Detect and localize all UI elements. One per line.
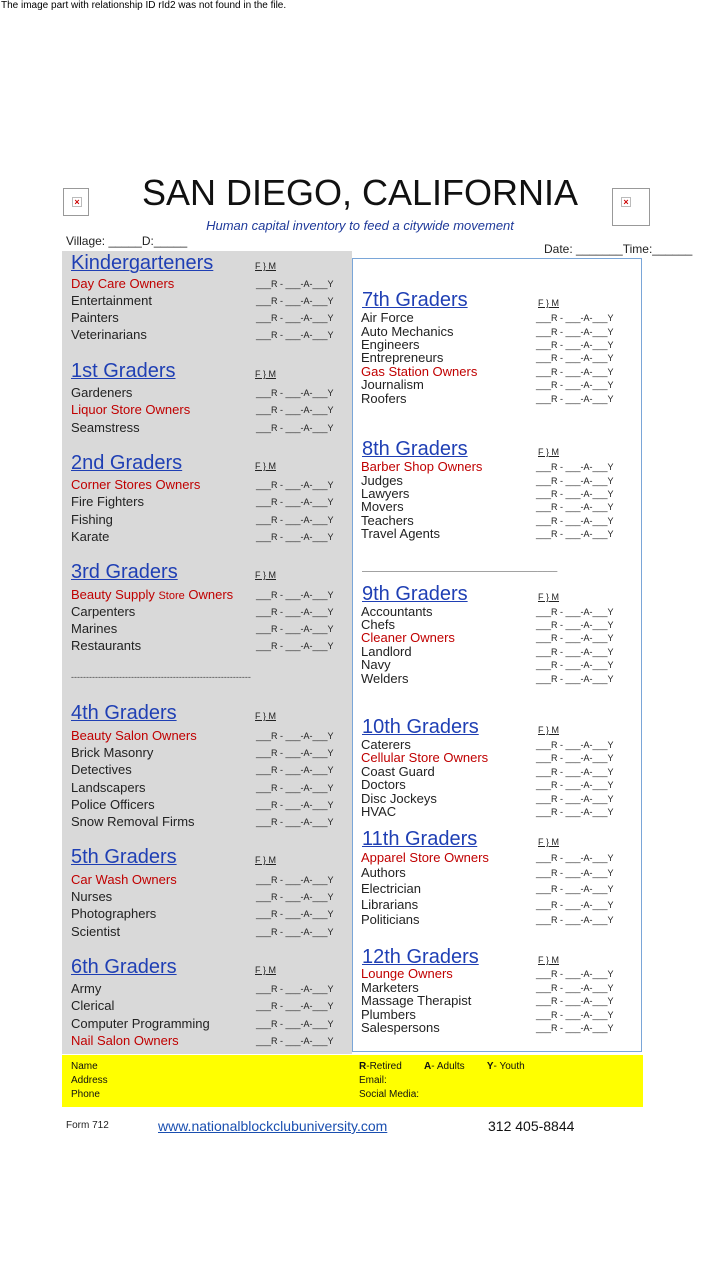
right-rating-blank: ___R - ___-A-___Y [536, 340, 614, 350]
right-rating-blank: ___R - ___-A-___Y [536, 740, 614, 750]
left-occupation-item: Painters [71, 310, 119, 325]
email-label: Email: [359, 1075, 387, 1086]
left-rating-blank: ___R - ___-A-___Y [256, 927, 334, 937]
right-rating-blank: ___R - ___-A-___Y [536, 794, 614, 804]
left-section-title: 3rd Graders [71, 561, 178, 583]
right-occupation-item: Cellular Store Owners [361, 750, 489, 765]
left-section-title: Kindergarteners [71, 252, 214, 274]
legend-r-text: -Retired [366, 1061, 402, 1072]
right-rating-blank: ___R - ___-A-___Y [536, 996, 614, 1006]
left-occupation-item: Brick Masonry [71, 745, 154, 760]
right-rating-blank: ___R - ___-A-___Y [536, 868, 614, 878]
left-rating-blank: ___R - ___-A-___Y [256, 1001, 334, 1011]
left-section-title: 6th Graders [71, 956, 177, 978]
left-section-title: 4th Graders [71, 702, 177, 724]
legend-y-text: - Youth [493, 1061, 525, 1072]
left-divider: ------------------------------------------------------------ [71, 672, 251, 682]
right-occupation-item: Travel Agents [361, 526, 441, 541]
right-occupation-item: Politicians [361, 912, 420, 927]
left-rating-blank: ___R - ___-A-___Y [256, 817, 334, 827]
right-rating-blank: ___R - ___-A-___Y [536, 607, 614, 617]
broken-image-icon-right: × [612, 188, 650, 226]
left-occupation-item: Karate [71, 529, 110, 544]
left-rating-blank: ___R - ___-A-___Y [256, 783, 334, 793]
occupation-text-rest: Owners [188, 587, 234, 602]
right-rating-blank: ___R - ___-A-___Y [536, 1010, 614, 1020]
right-occupation-item: Massage Therapist [361, 993, 472, 1008]
left-rating-blank: ___R - ___-A-___Y [256, 892, 334, 902]
right-rating-blank: ___R - ___-A-___Y [536, 462, 614, 472]
left-rating-blank: ___R - ___-A-___Y [256, 731, 334, 741]
right-section-title: 12th Graders [362, 946, 479, 968]
right-section-title: 8th Graders [362, 438, 468, 460]
right-rating-blank: ___R - ___-A-___Y [536, 313, 614, 323]
left-rating-blank: ___R - ___-A-___Y [256, 313, 334, 323]
right-rating-blank: ___R - ___-A-___Y [536, 476, 614, 486]
left-occupation-item: Scientist [71, 924, 121, 939]
right-occupation-item: Judges [361, 473, 403, 488]
left-occupation-item: Fire Fighters [71, 494, 144, 509]
page-title: SAN DIEGO, CALIFORNIA [141, 172, 579, 213]
legend-a-key: A [424, 1061, 432, 1072]
right-occupation-item: Teachers [361, 513, 414, 528]
right-rating-blank: ___R - ___-A-___Y [536, 502, 614, 512]
right-occupation-item: Accountants [361, 604, 433, 619]
right-rating-blank: ___R - ___-A-___Y [536, 983, 614, 993]
left-occupation-item: Landscapers [71, 780, 146, 795]
left-occupation-item: Corner Stores Owners [71, 477, 201, 492]
left-occupation-item: Clerical [71, 998, 115, 1013]
left-rating-blank: ___R - ___-A-___Y [256, 423, 334, 433]
left-occupation-item: Marines [71, 621, 118, 636]
occupation-text: Beauty Supply [71, 587, 155, 602]
right-fm-header: F } M [538, 592, 560, 602]
right-rating-blank: ___R - ___-A-___Y [536, 753, 614, 763]
right-section-title: 7th Graders [362, 289, 468, 311]
right-rating-blank: ___R - ___-A-___Y [536, 380, 614, 390]
legend [359, 1061, 525, 1072]
right-rating-blank: ___R - ___-A-___Y [536, 915, 614, 925]
left-occupation-item: Liquor Store Owners [71, 402, 191, 417]
right-rating-blank: ___R - ___-A-___Y [536, 969, 614, 979]
left-occupation-item: Restaurants [71, 638, 142, 653]
broken-image-note: The image part with relationship ID rId2 was not found in the file. [1, 0, 287, 11]
left-rating-blank: ___R - ___-A-___Y [256, 532, 334, 542]
right-occupation-item: Auto Mechanics [361, 324, 454, 339]
right-rating-blank: ___R - ___-A-___Y [536, 1023, 614, 1033]
right-occupation-item: Doctors [361, 777, 406, 792]
left-occupation-item: Computer Programming [71, 1016, 210, 1031]
left-section-title: 5th Graders [71, 846, 177, 868]
left-rating-blank: ___R - ___-A-___Y [256, 909, 334, 919]
right-occupation-item: Journalism [361, 377, 424, 392]
left-rating-blank: ___R - ___-A-___Y [256, 624, 334, 634]
left-occupation-item: Detectives [71, 762, 132, 777]
left-rating-blank: ___R - ___-A-___Y [256, 984, 334, 994]
right-rating-blank: ___R - ___-A-___Y [536, 394, 614, 404]
left-rating-blank: ___R - ___-A-___Y [256, 1036, 334, 1046]
left-occupation-item: Entertainment [71, 293, 152, 308]
left-rating-blank: ___R - ___-A-___Y [256, 480, 334, 490]
village-field: Village: _____D:_____ [66, 234, 188, 248]
date-time-field: Date: _______Time:______ [544, 242, 693, 256]
left-occupation-item: Carpenters [71, 604, 136, 619]
right-occupation-item: HVAC [361, 804, 397, 819]
right-occupation-item: Marketers [361, 980, 419, 995]
right-fm-header: F } M [538, 725, 560, 735]
right-rating-blank: ___R - ___-A-___Y [536, 353, 614, 363]
left-rating-blank: ___R - ___-A-___Y [256, 765, 334, 775]
left-section-title: 2nd Graders [71, 452, 183, 474]
left-occupation-item: Seamstress [71, 420, 140, 435]
right-occupation-item: Electrician [361, 881, 421, 896]
right-occupation-item: Chefs [361, 617, 395, 632]
right-fm-header: F } M [538, 837, 560, 847]
right-occupation-item: Lawyers [361, 486, 410, 501]
left-occupation-item: Nail Salon Owners [71, 1033, 179, 1048]
left-fm-header: F } M [255, 855, 277, 865]
left-rating-blank: ___R - ___-A-___Y [256, 875, 334, 885]
phone-number: 312 405-8844 [488, 1118, 575, 1134]
right-occupation-item: Air Force [361, 310, 414, 325]
left-rating-blank: ___R - ___-A-___Y [256, 296, 334, 306]
right-occupation-item: Disc Jockeys [361, 791, 437, 806]
right-occupation-item: Salespersons [361, 1020, 440, 1035]
social-media-label: Social Media: [359, 1089, 420, 1100]
right-occupation-item: Welders [361, 671, 409, 686]
right-section-title: 10th Graders [362, 716, 479, 738]
left-occupation-item: Fishing [71, 512, 113, 527]
right-fm-header: F } M [538, 298, 560, 308]
left-occupation-item: Beauty Salon Owners [71, 728, 197, 743]
right-rating-blank: ___R - ___-A-___Y [536, 807, 614, 817]
address-label: Address [71, 1075, 108, 1086]
right-fm-header: F } M [538, 955, 560, 965]
left-rating-blank: ___R - ___-A-___Y [256, 607, 334, 617]
left-rating-blank: ___R - ___-A-___Y [256, 330, 334, 340]
left-rating-blank: ___R - ___-A-___Y [256, 515, 334, 525]
right-occupation-item: Entrepreneurs [361, 350, 444, 365]
right-rating-blank: ___R - ___-A-___Y [536, 647, 614, 657]
right-rating-blank: ___R - ___-A-___Y [536, 516, 614, 526]
broken-image-icon-left: × [63, 188, 89, 216]
left-occupation-item: Day Care Owners [71, 276, 175, 291]
occupation-text-small: Store [158, 590, 185, 602]
right-divider: _______________________________________ [362, 562, 558, 572]
right-rating-blank: ___R - ___-A-___Y [536, 367, 614, 377]
right-rating-blank: ___R - ___-A-___Y [536, 660, 614, 670]
legend-a-text: - Adults [431, 1061, 465, 1072]
right-occupation-item: Librarians [361, 897, 419, 912]
left-section-title: 1st Graders [71, 360, 176, 382]
left-rating-blank: ___R - ___-A-___Y [256, 1019, 334, 1029]
left-occupation-item: Army [71, 981, 102, 996]
left-rating-blank: ___R - ___-A-___Y [256, 497, 334, 507]
right-occupation-item: Apparel Store Owners [361, 850, 489, 865]
right-occupation-item: Caterers [361, 737, 411, 752]
left-rating-blank: ___R - ___-A-___Y [256, 279, 334, 289]
right-rating-blank: ___R - ___-A-___Y [536, 767, 614, 777]
right-occupation-item: Navy [361, 657, 391, 672]
left-rating-blank: ___R - ___-A-___Y [256, 405, 334, 415]
left-occupation-item: Snow Removal Firms [71, 814, 195, 829]
right-rating-blank: ___R - ___-A-___Y [536, 620, 614, 630]
left-rating-blank: ___R - ___-A-___Y [256, 388, 334, 398]
left-rating-blank: ___R - ___-A-___Y [256, 590, 334, 600]
right-rating-blank: ___R - ___-A-___Y [536, 900, 614, 910]
left-rating-blank: ___R - ___-A-___Y [256, 641, 334, 651]
right-occupation-item: Cleaner Owners [361, 630, 455, 645]
right-occupation-item: Roofers [361, 391, 407, 406]
right-rating-blank: ___R - ___-A-___Y [536, 780, 614, 790]
right-rating-blank: ___R - ___-A-___Y [536, 853, 614, 863]
left-rating-blank: ___R - ___-A-___Y [256, 748, 334, 758]
left-fm-header: F } M [255, 965, 277, 975]
right-occupation-item: Coast Guard [361, 764, 435, 779]
left-fm-header: F } M [255, 570, 277, 580]
right-rating-blank: ___R - ___-A-___Y [536, 674, 614, 684]
right-fm-header: F } M [538, 447, 560, 457]
right-rating-blank: ___R - ___-A-___Y [536, 633, 614, 643]
right-occupation-item: Movers [361, 499, 404, 514]
right-occupation-item: Authors [361, 865, 406, 880]
right-occupation-item: Landlord [361, 644, 412, 659]
left-occupation-item: Photographers [71, 906, 157, 921]
left-fm-header: F } M [255, 369, 277, 379]
name-label: Name [71, 1061, 98, 1072]
legend-y-key: Y [486, 1061, 494, 1072]
left-rating-blank: ___R - ___-A-___Y [256, 800, 334, 810]
page-subtitle: Human capital inventory to feed a citywide movement [206, 218, 514, 233]
right-occupation-item: Lounge Owners [361, 966, 453, 981]
right-occupation-item: Engineers [361, 337, 420, 352]
right-section-title: 9th Graders [362, 583, 468, 605]
left-occupation-item: Veterinarians [71, 327, 147, 342]
form-number: Form 712 [66, 1120, 109, 1131]
left-occupation-item: Nurses [71, 889, 113, 904]
left-occupation-item: Police Officers [71, 797, 155, 812]
right-occupation-item: Plumbers [361, 1007, 416, 1022]
left-fm-header: F } M [255, 711, 277, 721]
phone-label: Phone [71, 1089, 100, 1100]
contact-band [62, 1055, 643, 1107]
left-fm-header: F } M [255, 261, 277, 271]
right-rating-blank: ___R - ___-A-___Y [536, 884, 614, 894]
left-fm-header: F } M [255, 461, 277, 471]
left-occupation-item [71, 587, 233, 602]
right-rating-blank: ___R - ___-A-___Y [536, 529, 614, 539]
left-occupation-item: Gardeners [71, 385, 133, 400]
left-occupation-item: Car Wash Owners [71, 872, 177, 887]
right-rating-blank: ___R - ___-A-___Y [536, 327, 614, 337]
right-occupation-item: Barber Shop Owners [361, 459, 483, 474]
legend-r-key: R [359, 1061, 367, 1072]
right-section-title: 11th Graders [362, 828, 478, 850]
website-link[interactable]: www.nationalblockclubuniversity.com [158, 1118, 388, 1134]
right-rating-blank: ___R - ___-A-___Y [536, 489, 614, 499]
right-occupation-item: Gas Station Owners [361, 364, 478, 379]
